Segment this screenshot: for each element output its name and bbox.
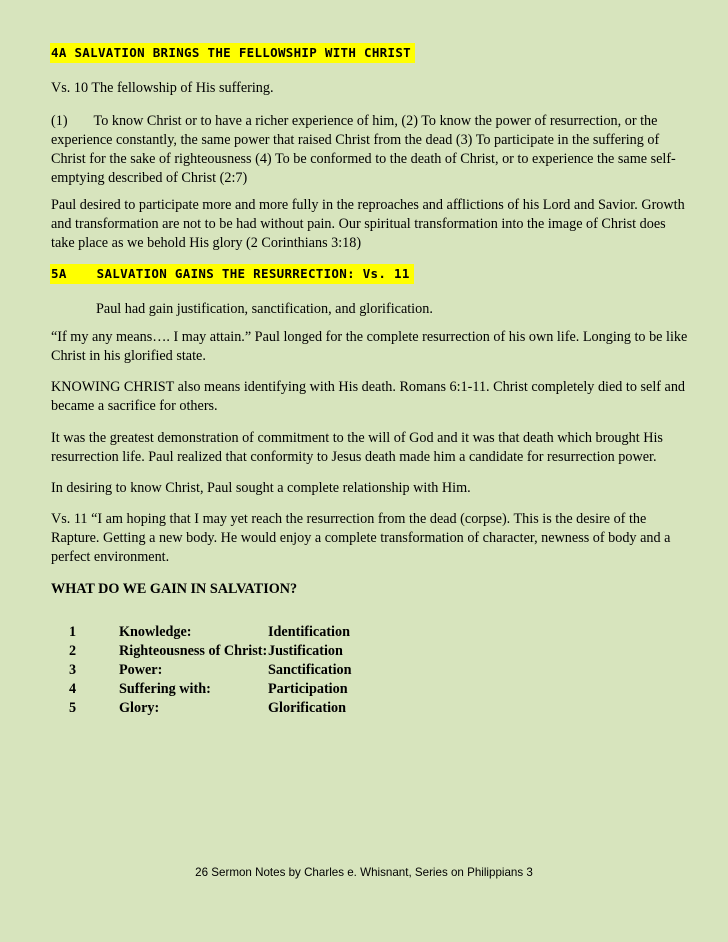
point-1-number: (1) bbox=[51, 113, 68, 129]
point-list-text: To know Christ or to have a richer experience of him, (2) To know the power of resurrection, or the experience constantly, the same power that raised Christ from the dead (3) To participate in the suffering of Christ for the sake of righteousness (4) To be conformed to the death of Christ, or to experience the same self-emptying described of Christ (2:7) bbox=[51, 113, 676, 186]
gain-result: Identification bbox=[268, 624, 350, 640]
table-row bbox=[66, 662, 352, 681]
table-row bbox=[66, 624, 352, 643]
heading-4a: 4A SALVATION BRINGS THE FELLOWSHIP WITH CHRIST bbox=[50, 43, 415, 63]
gain-item: Righteousness of Christ: bbox=[119, 643, 268, 659]
gain-item: Suffering with: bbox=[119, 681, 211, 697]
greatest-paragraph: It was the greatest demonstration of commitment to the will of God and it was that death which brought His resurrection life. Paul realized that conformity to Jesus death made him a candidate for resurrection power. bbox=[51, 430, 663, 465]
gain-paragraph: Paul had gain justification, sanctification, and glorification. bbox=[96, 301, 433, 317]
heading-5a-text: SALVATION GAINS THE RESURRECTION: Vs. 11 bbox=[96, 266, 410, 281]
gain-item: Power: bbox=[119, 662, 163, 678]
gain-result: Glorification bbox=[268, 700, 347, 716]
gain-number: 1 bbox=[69, 624, 77, 640]
table-row bbox=[66, 700, 352, 719]
gains-table bbox=[66, 624, 352, 719]
table-row bbox=[66, 643, 352, 662]
heading-5a bbox=[50, 264, 414, 284]
verse-10-line: Vs. 10 The fellowship of His suffering. bbox=[51, 80, 274, 96]
means-paragraph: “If my any means…. I may attain.” Paul longed for the complete resurrection of his own life. Longing to be like Christ in his glorified state. bbox=[51, 329, 688, 364]
knowing-christ-paragraph: KNOWING CHRIST also means identifying with His death. Romans 6:1-11. Christ completely died to self and became a sacrifice for others. bbox=[51, 379, 686, 414]
gain-number: 2 bbox=[69, 643, 77, 659]
gain-result: Participation bbox=[268, 681, 348, 697]
desiring-paragraph: In desiring to know Christ, Paul sought a complete relationship with Him. bbox=[51, 480, 471, 496]
page-footer: 26 Sermon Notes by Charles e. Whisnant, Series on Philippians 3 bbox=[195, 866, 533, 879]
verse-11-paragraph: Vs. 11 “I am hoping that I may yet reach the resurrection from the dead (corpse). This is the desire of the Rapture. Getting a new body. He would enjoy a complete transformation of character, newness of body and a perfect environment. bbox=[51, 511, 671, 565]
gain-question: WHAT DO WE GAIN IN SALVATION? bbox=[51, 581, 298, 597]
gain-item: Knowledge: bbox=[119, 624, 192, 640]
gain-item: Glory: bbox=[119, 700, 160, 716]
gain-number: 4 bbox=[69, 681, 77, 697]
gain-result: Sanctification bbox=[268, 662, 352, 678]
gain-number: 5 bbox=[69, 700, 77, 716]
gain-number: 3 bbox=[69, 662, 77, 678]
paul-desired-paragraph: Paul desired to participate more and more fully in the reproaches and afflictions of his Lord and Savior. Growth and transformation are not to be had without pain. Our spiritual transformation into the image of Christ does take place as we behold His glory (2 Corinthians 3:18) bbox=[51, 197, 685, 251]
table-row bbox=[66, 681, 352, 700]
heading-5a-number: 5A bbox=[51, 266, 67, 281]
point-list-paragraph bbox=[51, 112, 687, 188]
gain-result: Justification bbox=[268, 643, 343, 659]
